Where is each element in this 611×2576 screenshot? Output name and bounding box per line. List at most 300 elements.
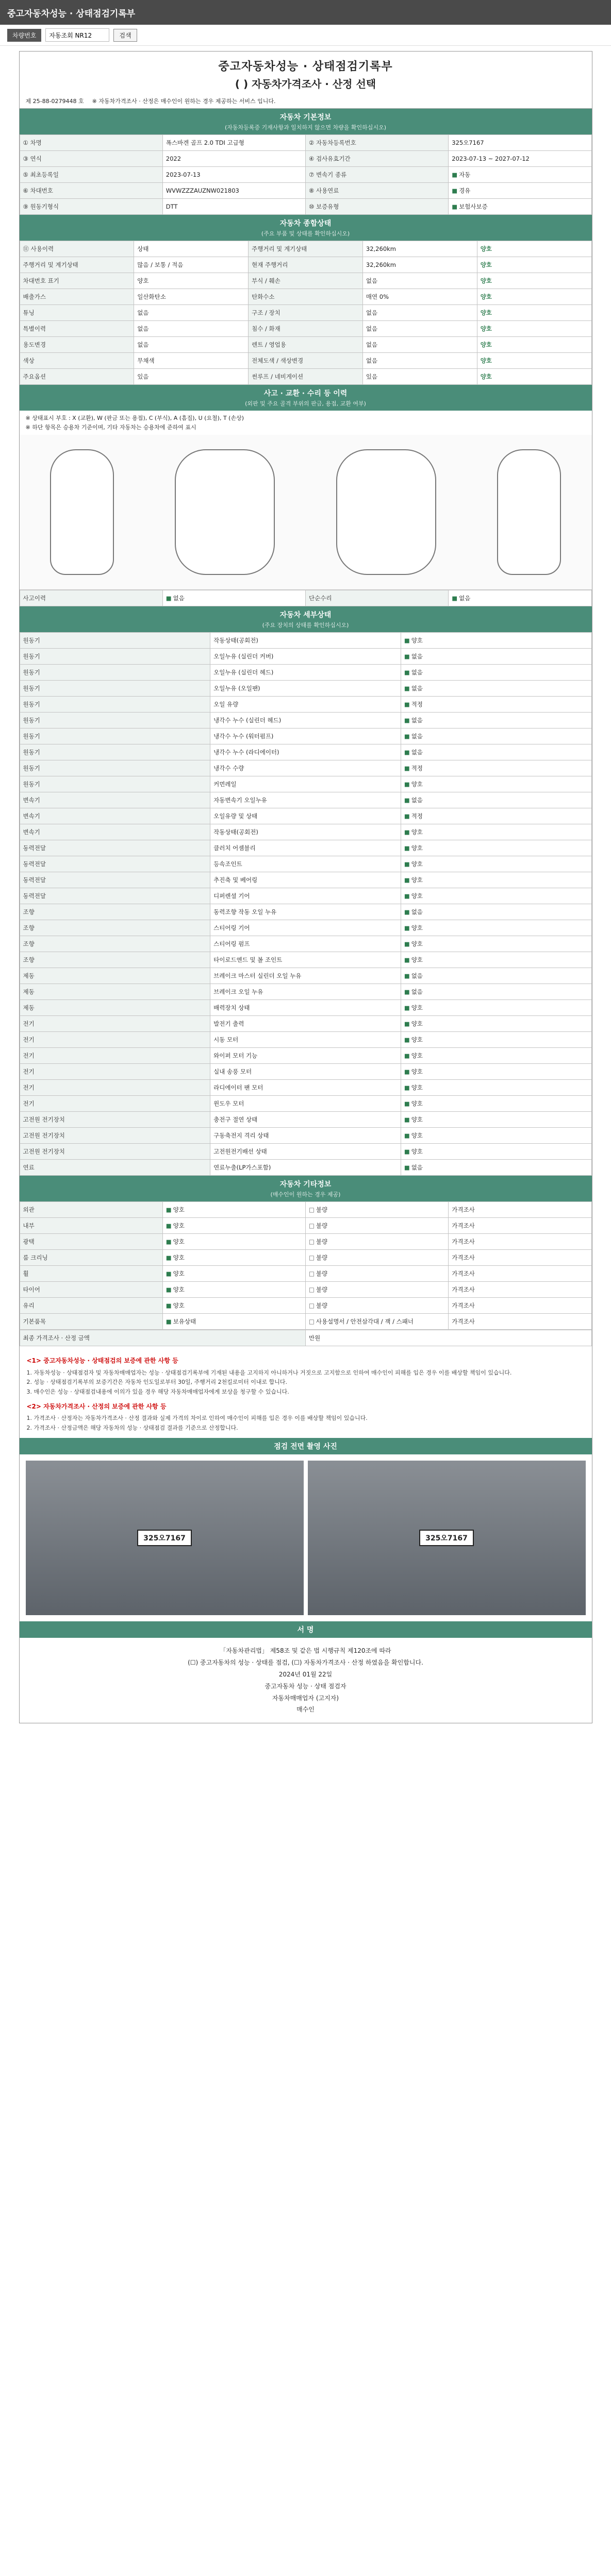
table-row (20, 1218, 591, 1234)
cell-value: ■ 없음 (401, 665, 591, 681)
cell-label: 외관 (20, 1202, 162, 1218)
license-plate: 325오7167 (419, 1530, 474, 1546)
cell-value: 2023-07-13 (162, 167, 305, 183)
cell-label: 주요옵션 (20, 369, 134, 385)
table-row (20, 1266, 591, 1282)
cell-value: □ 불량 (306, 1282, 449, 1298)
sign-seller: 자동차매매업자 (고지자) (272, 1694, 339, 1702)
cell-value: 오일 유량 (210, 697, 401, 713)
section-title: 자동차 기본정보 (279, 113, 332, 122)
cell-label: 최종 가격조사 · 산정 금액 (20, 1330, 306, 1346)
car-side-right-icon (497, 449, 561, 575)
cell-value: 구동축전지 격리 상태 (210, 1128, 401, 1144)
cell-value: 현재 주행거리 (249, 257, 363, 273)
cell-value: 32,260km (362, 241, 477, 257)
search-label: 차량번호 (7, 29, 41, 42)
table-row (20, 1128, 591, 1144)
cell-value: ■ 양호 (162, 1234, 305, 1250)
table-row (20, 1202, 591, 1218)
section-price-info (20, 1176, 592, 1201)
table-row (20, 792, 591, 808)
app-title: 중고자동차성능 · 상태점검기록부 (7, 8, 136, 19)
table-row (20, 856, 591, 872)
cell-value: 폭스바겐 골프 2.0 TDI 고급형 (162, 135, 305, 151)
cell-label: 특별이력 (20, 321, 134, 337)
legend-text: ※ 하단 항목은 승용차 기준이며, 기타 자동차는 승용차에 준하여 표시 (25, 423, 196, 431)
cell-value: 윈도우 모터 (210, 1096, 401, 1112)
cell-value: 가격조사 (449, 1202, 591, 1218)
table-row (20, 904, 591, 920)
cell-label: 타이어 (20, 1282, 162, 1298)
table-row (20, 1282, 591, 1298)
cell-label: ⑤ 최초등록일 (20, 167, 162, 183)
table-row (20, 713, 591, 728)
inspection-document (19, 51, 592, 1723)
cell-label: ② 자동차등록번호 (306, 135, 449, 151)
accident-legend (20, 411, 592, 435)
cell-label: 원동기 (20, 744, 210, 760)
cell-label: ④ 검사유효기간 (306, 151, 449, 167)
cell-value: ■ 없음 (401, 728, 591, 744)
cell-label: ⑩ 보증유형 (306, 199, 449, 215)
sign-date: 2024년 01월 22일 (278, 1671, 333, 1678)
car-photo-rear (308, 1461, 586, 1615)
cell-value: 없음 (134, 337, 249, 353)
cell-value: 없음 (362, 337, 477, 353)
cell-label: 원동기 (20, 649, 210, 665)
cell-value: 있음 (362, 369, 477, 385)
cell-label: 변속기 (20, 792, 210, 808)
cell-value: 브레이크 마스터 실린더 오일 누유 (210, 968, 401, 984)
cell-label: 차대번호 표기 (20, 273, 134, 289)
cell-value: ■ 양호 (162, 1282, 305, 1298)
cell-value: 와이퍼 모터 기능 (210, 1048, 401, 1064)
cell-value: ■ 없음 (401, 744, 591, 760)
cell-value: 2023-07-13 ~ 2027-07-12 (449, 151, 591, 167)
table-row (20, 840, 591, 856)
table-row (20, 167, 591, 183)
cell-label: 원동기 (20, 728, 210, 744)
cell-value: ■ 양호 (401, 840, 591, 856)
detail-state-table (20, 632, 592, 1176)
cell-value: 냉각수 누수 (실린더 헤드) (210, 713, 401, 728)
notes-paragraph: 1. 자동차성능 · 상태점검자 및 자동차매매업자는 성능 · 상태점검기록부에 기재된 내용을 고지하지 아니하거나 거짓으로 고지함으로 인하여 매수인이 피해를 입은 경우 이를 배상할 책임이 있습니다. (26, 1369, 512, 1376)
cell-label: 전기 (20, 1048, 210, 1064)
table-row (20, 872, 591, 888)
cell-value: 시동 모터 (210, 1032, 401, 1048)
cell-value: 냉각수 수량 (210, 760, 401, 776)
table-row (20, 1250, 591, 1266)
table-row (20, 1112, 591, 1128)
table-row (20, 135, 591, 151)
table-row (20, 1032, 591, 1048)
cell-value: 양호 (477, 337, 591, 353)
cell-value: □ 불량 (306, 1234, 449, 1250)
cell-label: 색상 (20, 353, 134, 369)
cell-label: 원동기 (20, 776, 210, 792)
table-row (20, 1314, 591, 1330)
cell-value: WVWZZZAUZNW021803 (162, 183, 305, 199)
cell-value: 오일유량 및 상태 (210, 808, 401, 824)
cell-label: 배출가스 (20, 289, 134, 305)
table-row (20, 744, 591, 760)
cell-label: 원동기 (20, 760, 210, 776)
cell-value: ■ 없음 (401, 649, 591, 665)
section-title: 사고 · 교환 · 수리 등 이력 (263, 389, 348, 398)
table-row (20, 952, 591, 968)
cell-value: 양호 (477, 241, 591, 257)
cell-value: 없음 (134, 305, 249, 321)
table-row (20, 199, 591, 215)
cell-label: 휠 (20, 1266, 162, 1282)
cell-value: 양호 (477, 273, 591, 289)
car-photo-front (26, 1461, 304, 1615)
notes-paragraph: 2. 성능 · 상태점검기록부의 보증기간은 자동차 인도일로부터 30일, 주행거리 2천킬로미터 이내로 합니다. (26, 1379, 287, 1386)
cell-value: 동력조향 작동 오일 누유 (210, 904, 401, 920)
cell-value: 침수 / 화재 (249, 321, 363, 337)
cell-value: ■ 없음 (401, 713, 591, 728)
cell-value: 일산화탄소 (134, 289, 249, 305)
cell-value: ■ 양호 (401, 920, 591, 936)
cell-value: 없음 (362, 353, 477, 369)
car-diagram (20, 435, 592, 590)
table-row (20, 697, 591, 713)
cell-value: 타이로드엔드 및 볼 조인트 (210, 952, 401, 968)
table-row (20, 649, 591, 665)
cell-label: 광택 (20, 1234, 162, 1250)
cell-value: 가격조사 (449, 1234, 591, 1250)
photo-gallery (20, 1454, 592, 1621)
section-detail-state (20, 606, 592, 632)
cell-value: 작동상태(공회전) (210, 633, 401, 649)
table-row (20, 305, 591, 321)
cell-label: ⑥ 차대번호 (20, 183, 162, 199)
car-side-left-icon (50, 449, 114, 575)
table-row (20, 1144, 591, 1160)
car-top-rear-icon (336, 449, 436, 575)
cell-label: 단순수리 (306, 590, 449, 606)
notes-paragraph: 3. 매수인은 성능 · 상태점검내용에 이의가 있을 경우 해당 자동차매매업자에게 보상을 청구할 수 있습니다. (26, 1388, 289, 1395)
cell-value: ■ 없음 (401, 1160, 591, 1176)
cell-label: 용도변경 (20, 337, 134, 353)
cell-value: 오일누유 (실린더 헤드) (210, 665, 401, 681)
cell-value: ■ 적정 (401, 760, 591, 776)
overall-state-table (20, 241, 592, 385)
cell-value: 없음 (362, 321, 477, 337)
table-row (20, 984, 591, 1000)
cell-value: ■ 양호 (162, 1298, 305, 1314)
cell-value: 양호 (477, 305, 591, 321)
cell-value: ■ 없음 (401, 904, 591, 920)
cell-label: ⑦ 변속기 종류 (306, 167, 449, 183)
cell-value: 양호 (477, 257, 591, 273)
cell-value: ■ 양호 (401, 1000, 591, 1016)
cell-value: ■ 양호 (401, 888, 591, 904)
search-button[interactable]: 검색 (113, 29, 137, 42)
table-row (20, 1298, 591, 1314)
table-row (20, 321, 591, 337)
sign-inspector: 중고자동차 성능 · 상태 점검자 (265, 1682, 346, 1690)
cell-value: 많음 / 보통 / 적음 (134, 257, 249, 273)
table-row (20, 1064, 591, 1080)
cell-value: ■ 양호 (162, 1218, 305, 1234)
cell-label: 원동기 (20, 713, 210, 728)
cell-value: ■ 없음 (401, 681, 591, 697)
cell-value: 디퍼렌셜 기어 (210, 888, 401, 904)
window-titlebar (0, 0, 611, 25)
cell-value: □ 불량 (306, 1218, 449, 1234)
cell-value: 등속조인트 (210, 856, 401, 872)
notes-heading: <1> 중고자동차성능 · 상태점검의 보증에 관한 사항 등 (26, 1357, 178, 1365)
table-row (20, 1080, 591, 1096)
cell-label: 주행거리 및 계기상태 (20, 257, 134, 273)
sign-buyer: 매수인 (296, 1706, 315, 1714)
cell-value: ■ 없음 (401, 984, 591, 1000)
section-overall-state (20, 215, 592, 241)
table-row (20, 920, 591, 936)
cell-label: 원동기 (20, 633, 210, 649)
cell-value: 전체도색 / 색상변경 (249, 353, 363, 369)
sign-text: (☐) 중고자동차의 성능 · 상태를 점검, (☐) 자동차가격조사 · 산정 하였음을 확인합니다. (188, 1659, 423, 1667)
cell-label: 조향 (20, 920, 210, 936)
cell-label: 원동기 (20, 697, 210, 713)
cell-value: 부식 / 훼손 (249, 273, 363, 289)
cell-value: 무채색 (134, 353, 249, 369)
table-row (20, 633, 591, 649)
cell-value: ■ 양호 (162, 1202, 305, 1218)
cell-label: 전기 (20, 1080, 210, 1096)
cell-value: ■ 적정 (401, 697, 591, 713)
table-row (20, 665, 591, 681)
cell-label: 고전원 전기장치 (20, 1144, 210, 1160)
cell-value: 렌트 / 영업용 (249, 337, 363, 353)
table-row (20, 760, 591, 776)
cell-value: 주행거리 및 계기상태 (249, 241, 363, 257)
document-notice: ※ 자동차가격조사 · 산정은 매수인이 원하는 경우 제공하는 서비스 입니다. (92, 98, 276, 105)
cell-value: 상태 (134, 241, 249, 257)
table-row (20, 257, 591, 273)
table-row (20, 776, 591, 792)
cell-value: DTT (162, 199, 305, 215)
document-subtitle: ( ) 자동차가격조사 · 산정 선택 (235, 78, 376, 90)
cell-value: 냉각수 누수 (워터펌프) (210, 728, 401, 744)
cell-value: ■ 양호 (401, 1048, 591, 1064)
section-subtitle: (주요 부품 및 상태를 확인하십시오) (261, 230, 350, 237)
section-title: 자동차 기타정보 (279, 1180, 332, 1189)
table-row (20, 590, 591, 606)
cell-value: □ 불량 (306, 1266, 449, 1282)
report-page (0, 25, 611, 2576)
cell-label: ⑪ 사용이력 (20, 241, 134, 257)
cell-value: ■ 양호 (401, 1096, 591, 1112)
cell-value: 양호 (477, 289, 591, 305)
cell-value: 연료누출(LP가스포함) (210, 1160, 401, 1176)
cell-label: 동력전달 (20, 856, 210, 872)
price-total-table (20, 1330, 592, 1346)
cell-value: ■ 보험사보증 (449, 199, 591, 215)
cell-value: □ 불량 (306, 1202, 449, 1218)
cell-label: 사고이력 (20, 590, 162, 606)
cell-value: 썬루프 / 네비게이션 (249, 369, 363, 385)
cell-value: 탄화수소 (249, 289, 363, 305)
cell-value: 매연 0% (362, 289, 477, 305)
cell-value: 추진축 및 베어링 (210, 872, 401, 888)
cell-value: □ 불량 (306, 1298, 449, 1314)
table-row (20, 151, 591, 167)
cell-label: 튜닝 (20, 305, 134, 321)
cell-value: 있음 (134, 369, 249, 385)
cell-value: ■ 양호 (401, 633, 591, 649)
document-number: 제 25-88-0279448 호 (25, 98, 84, 105)
cell-value: ■ 없음 (401, 792, 591, 808)
cell-value: 커먼레일 (210, 776, 401, 792)
table-row (20, 1016, 591, 1032)
cell-label: 제동 (20, 968, 210, 984)
cell-value: 없음 (362, 305, 477, 321)
cell-label: 내부 (20, 1218, 162, 1234)
cell-value: 양호 (477, 321, 591, 337)
cell-value: ■ 양호 (401, 952, 591, 968)
cell-value: 실내 송풍 모터 (210, 1064, 401, 1080)
cell-label: 유리 (20, 1298, 162, 1314)
cell-value: ■ 없음 (162, 590, 305, 606)
cell-value: 고전원전기배선 상태 (210, 1144, 401, 1160)
cell-label: 룸 크리닝 (20, 1250, 162, 1266)
table-row (20, 1048, 591, 1064)
cell-value: ■ 보유상태 (162, 1314, 305, 1330)
section-title: 점검 전면 촬영 사진 (274, 1443, 337, 1451)
section-subtitle: (외판 및 주요 골격 부위의 판금, 용접, 교환 여부) (245, 400, 366, 407)
cell-value: 클러치 어셈블리 (210, 840, 401, 856)
table-row (20, 337, 591, 353)
table-row (20, 968, 591, 984)
sign-text: 「자동차관리법」 제58조 및 같은 법 시행규칙 제120조에 따라 (220, 1647, 391, 1655)
section-title: 자동차 세부상태 (279, 611, 332, 620)
table-row (20, 241, 591, 257)
cell-value: ■ 양호 (401, 824, 591, 840)
cell-value: ■ 양호 (401, 872, 591, 888)
cell-value: 325오7167 (449, 135, 591, 151)
cell-label: 변속기 (20, 808, 210, 824)
cell-value: □ 사용설명서 / 안전삼각대 / 잭 / 스패너 (306, 1314, 449, 1330)
cell-label: 고전원 전기장치 (20, 1112, 210, 1128)
cell-value: 스티어링 펌프 (210, 936, 401, 952)
cell-label: ③ 연식 (20, 151, 162, 167)
cell-value: 자동변속기 오일누유 (210, 792, 401, 808)
cell-value: ■ 양호 (401, 1144, 591, 1160)
cell-value: 가격조사 (449, 1250, 591, 1266)
cell-value: 오일누유 (오일팬) (210, 681, 401, 697)
cell-value: 구조 / 장치 (249, 305, 363, 321)
cell-value: 가격조사 (449, 1282, 591, 1298)
cell-value: ■ 양호 (401, 1128, 591, 1144)
cell-label: 조향 (20, 936, 210, 952)
license-plate: 325오7167 (137, 1530, 192, 1546)
section-signature (20, 1621, 592, 1638)
cell-value: 배력장치 상태 (210, 1000, 401, 1016)
table-row (20, 183, 591, 199)
accident-summary-table (20, 590, 592, 606)
cell-value: ■ 없음 (449, 590, 591, 606)
cell-value: 양호 (134, 273, 249, 289)
cell-label: 연료 (20, 1160, 210, 1176)
car-top-front-icon (175, 449, 275, 575)
cell-value: ■ 양호 (401, 1016, 591, 1032)
cell-value: 양호 (477, 353, 591, 369)
cell-value: 충전구 절연 상태 (210, 1112, 401, 1128)
search-input[interactable] (45, 28, 109, 42)
cell-value: ■ 양호 (401, 1032, 591, 1048)
cell-value: 없음 (134, 321, 249, 337)
cell-label: ⑧ 사용연료 (306, 183, 449, 199)
cell-label: ① 차명 (20, 135, 162, 151)
table-row (20, 808, 591, 824)
cell-label: 전기 (20, 1016, 210, 1032)
section-accident-history (20, 385, 592, 411)
cell-value: 가격조사 (449, 1314, 591, 1330)
basic-info-table (20, 134, 592, 215)
section-photos (20, 1438, 592, 1454)
cell-value: ■ 양호 (162, 1266, 305, 1282)
cell-value: 오일누유 (실린더 커버) (210, 649, 401, 665)
table-row (20, 1330, 591, 1346)
table-row (20, 824, 591, 840)
document-header (20, 52, 592, 94)
cell-value: 없음 (362, 273, 477, 289)
cell-label: 원동기 (20, 665, 210, 681)
cell-value: ■ 없음 (401, 968, 591, 984)
cell-label: 고전원 전기장치 (20, 1128, 210, 1144)
table-row (20, 681, 591, 697)
cell-label: 전기 (20, 1032, 210, 1048)
section-title: 서 명 (297, 1626, 314, 1635)
cell-value: ■ 양호 (401, 936, 591, 952)
cell-label: 동력전달 (20, 872, 210, 888)
cell-value: ■ 경유 (449, 183, 591, 199)
price-table (20, 1201, 592, 1330)
table-row (20, 1096, 591, 1112)
document-meta (20, 94, 592, 109)
cell-label: 원동기 (20, 681, 210, 697)
notes-paragraph: 2. 가격조사 · 산정금액은 해당 자동차의 성능 · 상태점검 결과를 기준으로 산정합니다. (26, 1424, 238, 1431)
cell-value: 만원 (306, 1330, 592, 1346)
cell-label: 동력전달 (20, 888, 210, 904)
cell-value: ■ 양호 (401, 1064, 591, 1080)
cell-label: 전기 (20, 1064, 210, 1080)
cell-value: ■ 양호 (401, 1112, 591, 1128)
section-subtitle: (매수인이 원하는 경우 제공) (270, 1191, 341, 1198)
signature-block (20, 1638, 592, 1723)
table-row (20, 888, 591, 904)
table-row (20, 728, 591, 744)
cell-value: 가격조사 (449, 1218, 591, 1234)
legend-text: ※ 상태표시 부호 : X (교환), W (판금 또는 용접), C (부식), A (흠집), U (요철), T (손상) (25, 415, 244, 421)
cell-label: 기본품목 (20, 1314, 162, 1330)
cell-value: 2022 (162, 151, 305, 167)
section-basic-info (20, 109, 592, 134)
section-subtitle: (자동차등록증 기재사항과 일치하지 않으면 차량을 확인하십시오) (225, 124, 386, 131)
table-row (20, 273, 591, 289)
warranty-notes (20, 1346, 592, 1438)
section-title: 자동차 종합상태 (279, 219, 332, 228)
cell-label: 동력전달 (20, 840, 210, 856)
cell-value: ■ 자동 (449, 167, 591, 183)
cell-value: ■ 양호 (401, 1080, 591, 1096)
table-row (20, 369, 591, 385)
cell-value: 냉각수 누수 (라디에이터) (210, 744, 401, 760)
search-bar (0, 25, 611, 46)
cell-value: □ 불량 (306, 1250, 449, 1266)
